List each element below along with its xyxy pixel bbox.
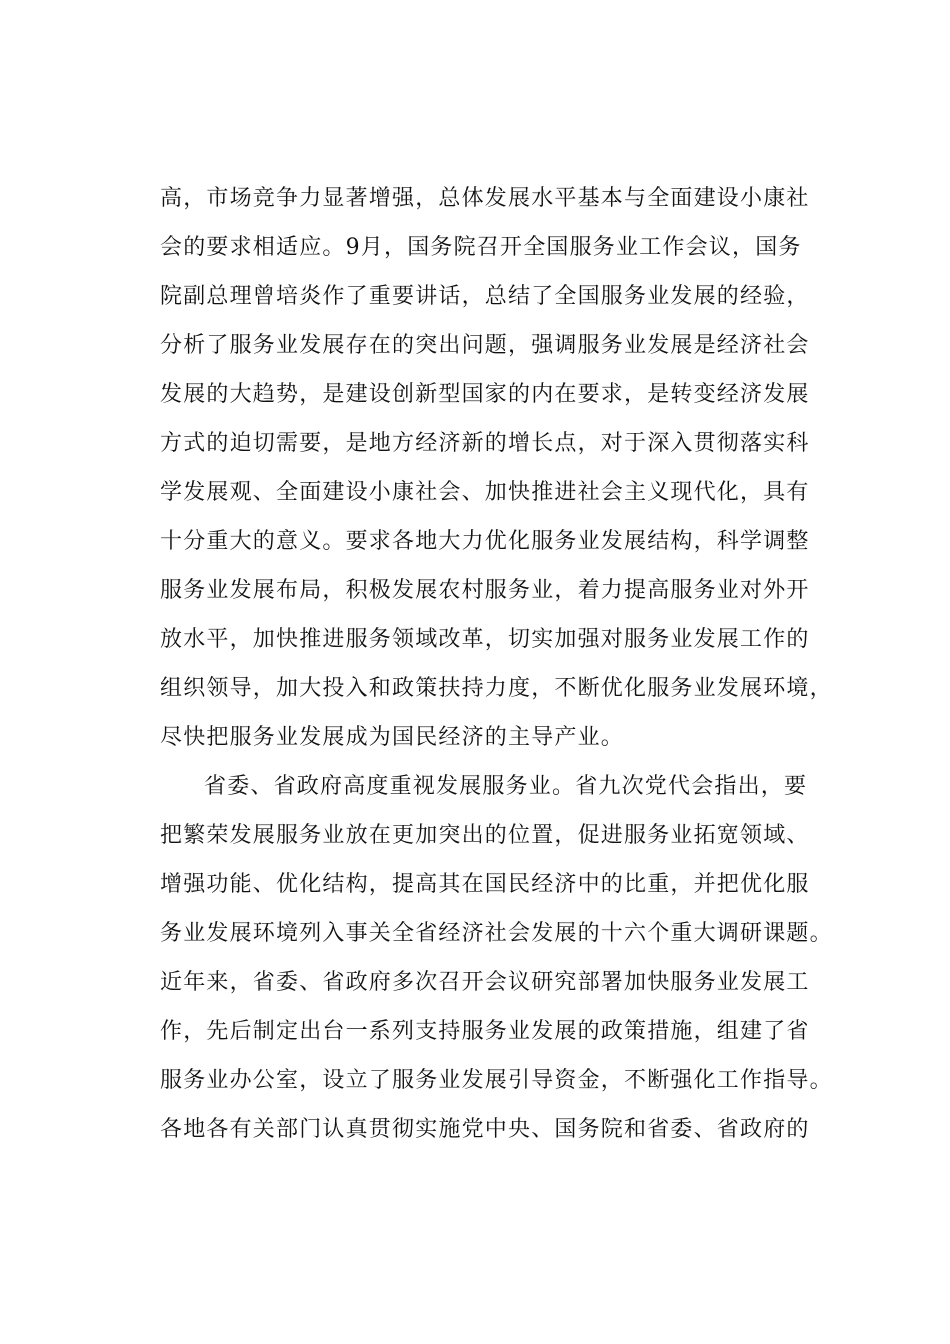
text-line: 服务业办公室，设立了服务业发展引导资金，不断强化工作指导。 — [160, 1068, 833, 1093]
body-text — [160, 174, 833, 1154]
text-line: 近年来，省委、省政府多次召开会议研究部署加快服务业发展工 — [160, 970, 810, 995]
text-line: 尽快把服务业发展成为国民经济的主导产业。 — [160, 725, 625, 750]
text-line: 分析了服务业发展存在的突出问题，强调服务业发展是经济社会 — [160, 333, 810, 358]
text-line: 学发展观、全面建设小康社会、加快推进社会主义现代化，具有 — [160, 480, 810, 505]
text-line: 十分重大的意义。要求各地大力优化服务业发展结构，科学调整 — [160, 529, 810, 554]
text-line: 方式的迫切需要，是地方经济新的增长点，对于深入贯彻落实科 — [160, 431, 810, 456]
paragraph-start-line: 省委、省政府高度重视发展服务业。省九次党代会指出，要 — [204, 774, 808, 799]
text-line: 高，市场竞争力显著增强，总体发展水平基本与全面建设小康社 — [160, 186, 810, 211]
text-line: 把繁荣发展服务业放在更加突出的位置，促进服务业拓宽领域、 — [160, 823, 810, 848]
text-line: 组织领导，加大投入和政策扶持力度，不断优化服务业发展环境， — [160, 676, 833, 701]
text-line: 各地各有关部门认真贯彻实施党中央、国务院和省委、省政府的 — [160, 1117, 810, 1142]
text-line: 放水平，加快推进服务领域改革，切实加强对服务业发展工作的 — [160, 627, 810, 652]
text-line: 院副总理曾培炎作了重要讲话，总结了全国服务业发展的经验， — [160, 284, 810, 309]
text-line: 作，先后制定出台一系列支持服务业发展的政策措施，组建了省 — [160, 1019, 810, 1044]
text-line: 务业发展环境列入事关全省经济社会发展的十六个重大调研课题。 — [160, 921, 833, 946]
text-line: 服务业发展布局，积极发展农村服务业，着力提高服务业对外开 — [160, 578, 810, 603]
text-line: 发展的大趋势，是建设创新型国家的内在要求，是转变经济发展 — [160, 382, 810, 407]
text-line: 会的要求相适应。9月，国务院召开全国服务业工作会议，国务 — [160, 235, 802, 260]
text-line: 增强功能、优化结构，提高其在国民经济中的比重，并把优化服 — [160, 872, 810, 897]
